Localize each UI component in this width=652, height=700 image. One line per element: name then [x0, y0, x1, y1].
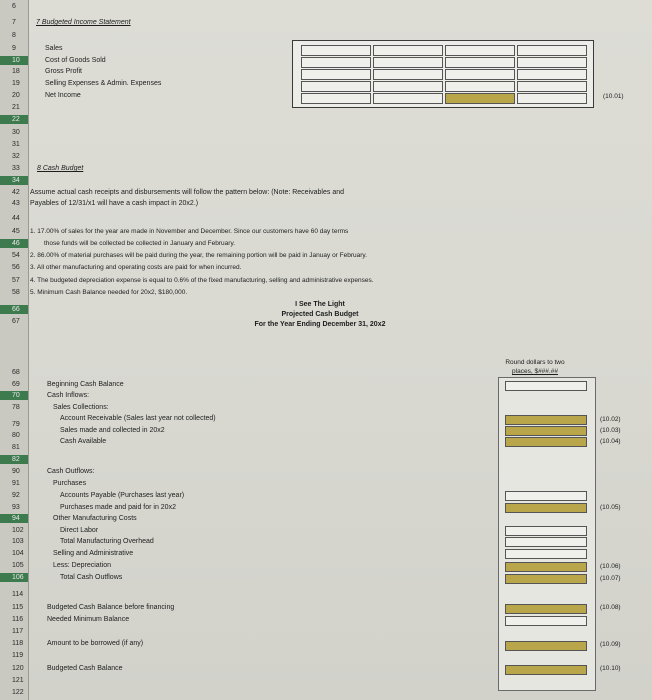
cash-budget-heading: 8 Cash Budget [37, 165, 84, 172]
reference-label: (10.04) [600, 438, 621, 445]
row-number: 82 [0, 455, 28, 464]
answer-cell-highlight[interactable] [445, 93, 515, 104]
line-purchases-made-paid: Purchases made and paid for in 20x2 [60, 504, 176, 511]
income-line-gross-profit: Gross Profit [45, 68, 82, 75]
reference-label: (10.10) [600, 665, 621, 672]
row-number: 117 [12, 628, 24, 635]
reference-label: (10.09) [600, 641, 621, 648]
row-number: 105 [12, 562, 24, 569]
reference-label: (10.05) [600, 504, 621, 511]
row-number: 68 [12, 369, 20, 376]
income-line-cogs: Cost of Goods Sold [45, 57, 106, 64]
row-number: 18 [12, 68, 20, 75]
answer-cell[interactable] [505, 491, 587, 501]
row-number: 20 [12, 92, 20, 99]
answer-cell[interactable] [373, 45, 443, 56]
line-amount-borrowed: Amount to be borrowed (if any) [47, 640, 144, 647]
row-number: 56 [12, 264, 20, 271]
row-number: 92 [12, 492, 20, 499]
row-number: 81 [12, 444, 20, 451]
note-3: 3. All other manufacturing and operating costs are paid for when incurred. [30, 264, 242, 271]
line-purchases: Purchases [53, 480, 87, 487]
note-4: 4. The budgeted depreciation expense is equal to 0.6% of the fixed manufacturing, selling and administrative expenses. [30, 277, 374, 284]
answer-cell[interactable] [301, 81, 371, 92]
line-less-depreciation: Less: Depreciation [53, 562, 111, 569]
answer-cell[interactable] [517, 81, 587, 92]
answer-cell[interactable] [505, 537, 587, 547]
answer-cell[interactable] [373, 69, 443, 80]
line-other-manufacturing: Other Manufacturing Costs [53, 515, 137, 522]
answer-cell-highlight[interactable] [505, 562, 587, 572]
row-number: 9 [12, 45, 16, 52]
row-number: 19 [12, 80, 20, 87]
line-beginning-balance: Beginning Cash Balance [47, 381, 124, 388]
row-number-column [0, 0, 29, 700]
reference-label: (10.01) [603, 93, 624, 100]
line-cash-outflows: Cash Outflows: [47, 468, 95, 475]
answer-cell-highlight[interactable] [505, 604, 587, 614]
answer-cell-highlight[interactable] [505, 641, 587, 651]
rounding-note: places, $###.## [512, 368, 558, 375]
row-number: 79 [12, 421, 20, 428]
row-number: 43 [12, 200, 20, 207]
note-1: 1. 17.00% of sales for the year are made in November and December. Since our customers have 60 day terms [30, 228, 349, 235]
row-number: 66 [0, 305, 28, 314]
row-number: 114 [12, 591, 24, 598]
row-number: 33 [12, 165, 20, 172]
row-number: 34 [0, 176, 28, 185]
income-line-net-income: Net Income [45, 92, 81, 99]
line-cash-inflows: Cash Inflows: [47, 392, 90, 399]
row-number: 7 [12, 19, 16, 26]
answer-cell-highlight[interactable] [505, 437, 587, 447]
line-selling-admin: Selling and Administrative [53, 550, 134, 557]
row-number: 45 [12, 228, 20, 235]
reference-label: (10.07) [600, 575, 621, 582]
row-number: 32 [12, 153, 20, 160]
answer-cell[interactable] [301, 93, 371, 104]
row-number: 69 [12, 381, 20, 388]
answer-cell[interactable] [505, 616, 587, 626]
row-number: 118 [12, 640, 24, 647]
answer-cell[interactable] [301, 57, 371, 68]
answer-cell-highlight[interactable] [505, 665, 587, 675]
row-number: 54 [12, 252, 20, 259]
note-1-continued: those funds will be collected be collected in January and February. [44, 240, 236, 247]
row-number: 78 [12, 404, 20, 411]
note-2: 2. 86.00% of material purchases will be paid during the year, the remaining portion will be paid in Januay or February. [30, 252, 367, 259]
row-number: 58 [12, 289, 20, 296]
row-number: 30 [12, 129, 20, 136]
row-number: 10 [0, 56, 28, 65]
rounding-note: Round dollars to two [505, 359, 565, 366]
cash-budget-answer-column [498, 377, 596, 691]
row-number: 22 [0, 115, 28, 124]
row-number: 6 [12, 3, 16, 10]
row-number: 91 [12, 480, 20, 487]
row-number: 103 [12, 538, 24, 545]
answer-cell[interactable] [301, 45, 371, 56]
reference-label: (10.06) [600, 563, 621, 570]
row-number: 67 [12, 318, 20, 325]
line-budgeted-cash-balance: Budgeted Cash Balance [47, 665, 123, 672]
row-number: 116 [12, 616, 24, 623]
report-period: For the Year Ending December 31, 20x2 [254, 321, 386, 328]
income-line-sales: Sales [45, 45, 63, 52]
row-number: 21 [12, 104, 20, 111]
row-number: 94 [0, 514, 28, 523]
answer-cell[interactable] [505, 549, 587, 559]
income-statement-title: 7 Budgeted Income Statement [36, 19, 131, 26]
line-sales-collections: Sales Collections: [53, 404, 109, 411]
report-title: Projected Cash Budget [281, 311, 359, 318]
line-needed-minimum: Needed Minimum Balance [47, 616, 130, 623]
answer-cell[interactable] [445, 69, 515, 80]
row-number: 122 [12, 689, 24, 696]
income-answer-grid [292, 40, 594, 108]
answer-cell[interactable] [517, 45, 587, 56]
row-number: 80 [12, 432, 20, 439]
reference-label: (10.08) [600, 604, 621, 611]
line-accounts-receivable: Account Receivable (Sales last year not collected) [60, 415, 216, 422]
answer-cell-highlight[interactable] [505, 415, 587, 425]
line-accounts-payable: Accounts Payable (Purchases last year) [60, 492, 185, 499]
answer-cell[interactable] [517, 93, 587, 104]
row-number: 115 [12, 604, 24, 611]
reference-label: (10.02) [600, 416, 621, 423]
answer-cell[interactable] [517, 69, 587, 80]
row-number: 121 [12, 677, 24, 684]
answer-cell-highlight[interactable] [505, 574, 587, 584]
answer-cell[interactable] [373, 93, 443, 104]
row-number: 8 [12, 32, 16, 39]
company-name: I See The Light [295, 301, 345, 308]
row-number: 46 [0, 239, 28, 248]
row-number: 120 [12, 665, 24, 672]
reference-label: (10.03) [600, 427, 621, 434]
answer-cell[interactable] [373, 81, 443, 92]
row-number: 104 [12, 550, 24, 557]
line-total-moh: Total Manufacturing Overhead [60, 538, 154, 545]
row-number: 93 [12, 504, 20, 511]
line-cash-available: Cash Available [60, 438, 107, 445]
answer-cell[interactable] [505, 526, 587, 536]
row-number: 106 [0, 573, 28, 582]
line-sales-made-collected: Sales made and collected in 20x2 [60, 427, 165, 434]
row-number: 119 [12, 652, 24, 659]
income-line-selling-admin: Selling Expenses & Admin. Expenses [45, 80, 162, 87]
line-direct-labor: Direct Labor [60, 527, 99, 534]
row-number: 90 [12, 468, 20, 475]
row-number: 44 [12, 215, 20, 222]
answer-cell-highlight[interactable] [505, 426, 587, 436]
answer-cell[interactable] [505, 381, 587, 391]
answer-cell[interactable] [517, 57, 587, 68]
answer-cell-highlight[interactable] [505, 503, 587, 513]
answer-cell[interactable] [445, 81, 515, 92]
answer-cell[interactable] [373, 57, 443, 68]
note-5: 5. Minimum Cash Balance needed for 20x2, $180,000. [30, 289, 188, 296]
line-total-outflows: Total Cash Outflows [60, 574, 123, 581]
answer-cell[interactable] [301, 69, 371, 80]
row-number: 31 [12, 141, 20, 148]
row-number: 70 [0, 391, 28, 400]
row-number: 42 [12, 189, 20, 196]
answer-cell[interactable] [445, 57, 515, 68]
instruction-text: Assume actual cash receipts and disbursements will follow the pattern below: (Note: Receivables and [30, 189, 344, 196]
row-number: 57 [12, 277, 20, 284]
row-number: 102 [12, 527, 24, 534]
instruction-text: Payables of 12/31/x1 will have a cash impact in 20x2.) [30, 200, 199, 207]
line-balance-before-financing: Budgeted Cash Balance before financing [47, 604, 175, 611]
answer-cell[interactable] [445, 45, 515, 56]
